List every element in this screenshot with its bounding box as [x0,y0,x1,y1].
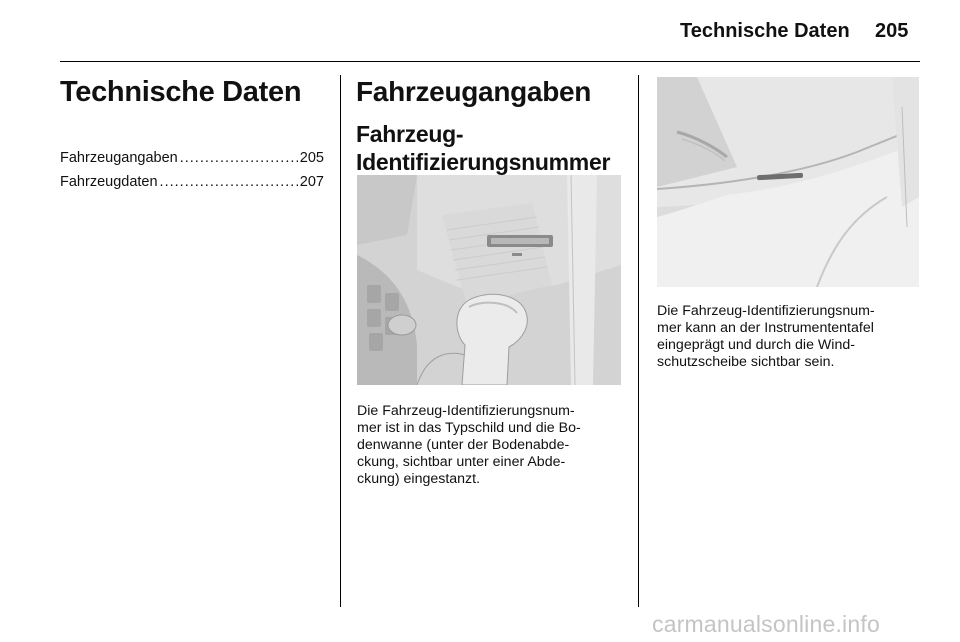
paragraph-line: schutzscheibe sichtbar sein. [657,354,835,370]
toc-entry-fahrzeugangaben[interactable] [60,150,324,174]
vin-windshield-photo [657,77,919,287]
subsection-title [356,120,626,176]
paragraph-line: Die Fahrzeug-Identifizierungsnum- [657,303,875,319]
subsection-title-line: Fahrzeug- [356,121,464,147]
table-of-contents [60,150,324,198]
paragraph-line: mer ist in das Typschild und die Bo- [357,420,581,436]
toc-entry-label: Fahrzeugdaten [60,174,158,190]
toc-entry-label: Fahrzeugangaben [60,150,178,166]
paragraph-vin-windshield [657,303,875,371]
paragraph-line: mer kann an der Instrumententafel [657,320,874,336]
paragraph-vin-floor [357,403,581,488]
paragraph-line: Die Fahrzeug-Identifizierungsnum- [357,403,575,419]
toc-entry-page: 207 [299,174,324,190]
paragraph-line: eingeprägt und durch die Wind- [657,337,855,353]
toc-leader-dots [160,174,298,190]
toc-leader-dots [180,150,298,166]
column-divider-right [638,75,639,607]
paragraph-line: denwanne (unter der Bodenabde- [357,437,570,453]
page-number: 205 [875,20,909,42]
chapter-title: Technische Daten [60,76,302,108]
page-header-title: Technische Daten [680,20,850,42]
paragraph-line: ckung, sichtbar unter einer Abde- [357,454,566,470]
vin-plate-floor-photo [357,175,621,385]
section-title: Fahrzeugangaben [356,76,592,107]
toc-entry-page: 205 [299,150,324,166]
subsection-title-line: Identifizierungsnummer [356,149,611,175]
watermark: carmanualsonline.info [652,611,880,637]
paragraph-line: ckung) eingestanzt. [357,471,481,487]
column-divider-left [340,75,341,607]
toc-entry-fahrzeugdaten[interactable] [60,174,324,198]
header-rule [60,61,920,62]
